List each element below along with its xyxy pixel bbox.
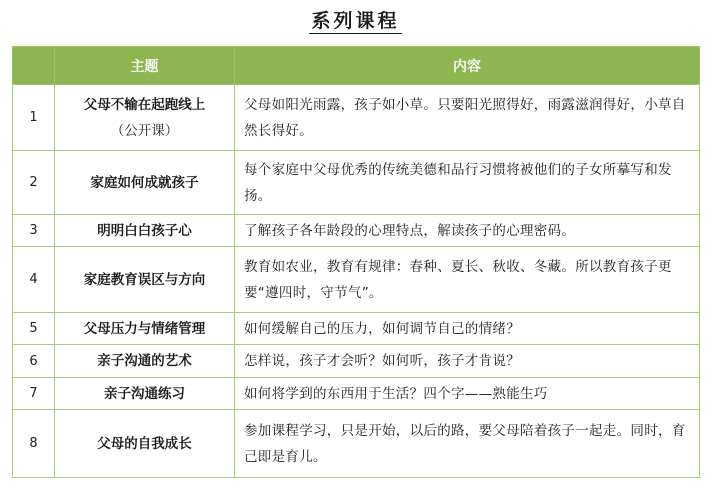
row-content: 父母如阳光雨露，孩子如小草。只要阳光照得好，雨露滋润得好，小草自然长得好。 [235, 85, 700, 151]
table-row [13, 313, 700, 345]
row-topic: 父母压力与情绪管理 [55, 313, 235, 345]
row-number: 1 [13, 85, 55, 151]
row-topic: 父母的自我成长 [55, 410, 235, 478]
row-content: 怎样说，孩子才会听？如何听，孩子才肯说？ [235, 345, 700, 378]
row-content: 如何缓解自己的压力，如何调节自己的情绪？ [235, 313, 700, 345]
table-row [13, 378, 700, 410]
table-row [13, 410, 700, 478]
row-number: 7 [13, 378, 55, 410]
row-topic: 亲子沟通的艺术 [55, 345, 235, 378]
row-topic [55, 85, 235, 151]
row-topic: 明明白白孩子心 [55, 215, 235, 247]
row-number: 4 [13, 247, 55, 313]
row-topic: 亲子沟通练习 [55, 378, 235, 410]
row-number: 2 [13, 151, 55, 215]
row-content: 教育如农业，教育有规律：春种、夏长、秋收、冬藏。所以教育孩子更要“遵四时，守节气”。 [235, 247, 700, 313]
row-topic: 家庭如何成就孩子 [55, 151, 235, 215]
page-title-text: 系列课程 [311, 10, 400, 32]
row-topic-title: 父母不输在起跑线上 [83, 96, 206, 113]
row-number: 8 [13, 410, 55, 478]
row-topic-subtitle: （公开课） [110, 122, 179, 139]
row-number: 6 [13, 345, 55, 378]
header-topic: 主题 [55, 47, 235, 85]
course-table [12, 46, 700, 478]
table-row [13, 85, 700, 151]
row-content: 每个家庭中父母优秀的传统美德和品行习惯将被他们的子女所摹写和发扬。 [235, 151, 700, 215]
page-title [0, 8, 711, 34]
row-content: 如何将学到的东西用于生活？四个字——熟能生巧 [235, 378, 700, 410]
table-header-row [13, 47, 700, 85]
table-row [13, 345, 700, 378]
row-content: 参加课程学习，只是开始，以后的路，要父母陪着孩子一起走。同时，育己即是育儿。 [235, 410, 700, 478]
header-content: 内容 [235, 47, 700, 85]
row-number: 3 [13, 215, 55, 247]
table-row [13, 151, 700, 215]
row-number: 5 [13, 313, 55, 345]
table-row [13, 215, 700, 247]
header-number [13, 47, 55, 85]
table-row [13, 247, 700, 313]
row-content: 了解孩子各年龄段的心理特点，解读孩子的心理密码。 [235, 215, 700, 247]
row-topic: 家庭教育误区与方向 [55, 247, 235, 313]
